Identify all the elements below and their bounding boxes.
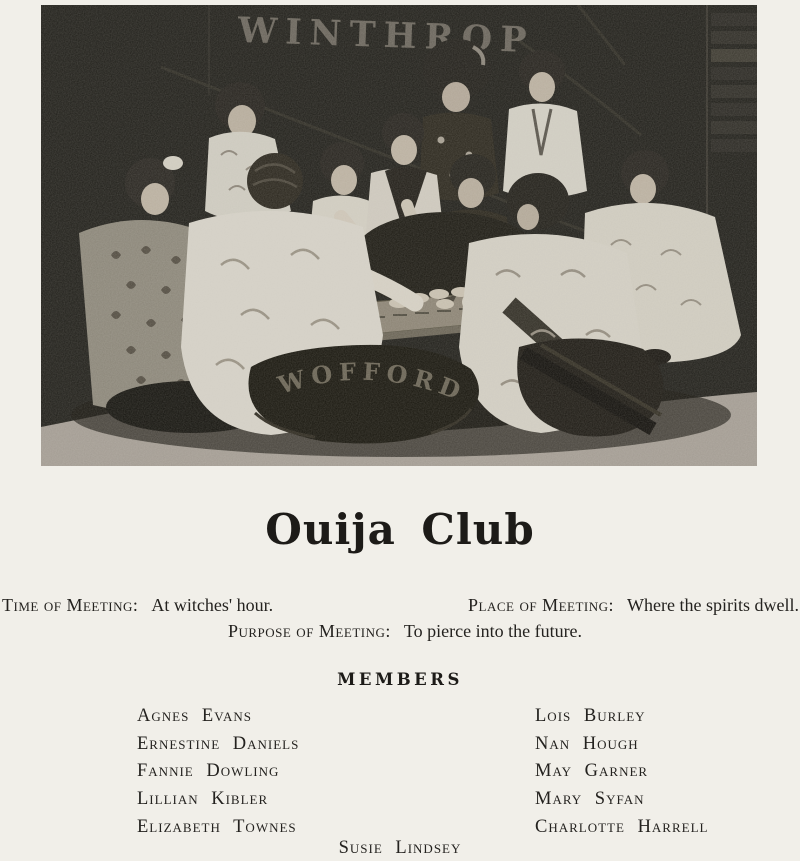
photo-grain-overlay: [41, 5, 757, 466]
member-name: Lois Burley: [535, 706, 646, 726]
member-name: Mary Syfan: [535, 789, 645, 810]
place-of-meeting-value: Where the spirits dwell.: [627, 595, 799, 615]
meeting-info-row: [2, 595, 799, 616]
member-name: May Garner: [535, 761, 649, 782]
photo-illustration: [41, 5, 757, 466]
time-of-meeting-label: Time of Meeting:: [2, 595, 139, 615]
page-title: Ouija Club: [265, 505, 535, 554]
members-right-column: [535, 703, 708, 841]
member-name-centered: Susie Lindsey: [338, 838, 462, 858]
member-name: Fannie Dowling: [137, 761, 280, 782]
member-name: Lillian Kibler: [137, 789, 269, 810]
member-name: Charlotte Harrell: [535, 816, 709, 837]
club-photograph: [41, 5, 757, 466]
purpose-of-meeting-value: To pierce into the future.: [403, 621, 583, 641]
member-name: Elizabeth Townes: [137, 816, 297, 837]
members-heading: MEMBERS: [337, 670, 463, 689]
place-of-meeting-label: Place of Meeting:: [468, 595, 615, 615]
time-of-meeting: [2, 595, 273, 616]
time-of-meeting-value: At witches' hour.: [151, 595, 274, 615]
purpose-of-meeting-label: Purpose of Meeting:: [227, 621, 391, 641]
members-left-column: [137, 703, 299, 841]
purpose-of-meeting: [0, 621, 800, 642]
member-name: Nan Hough: [535, 733, 639, 754]
member-name: Agnes Evans: [137, 706, 252, 726]
member-name: Ernestine Daniels: [137, 733, 300, 754]
place-of-meeting: [468, 595, 799, 616]
